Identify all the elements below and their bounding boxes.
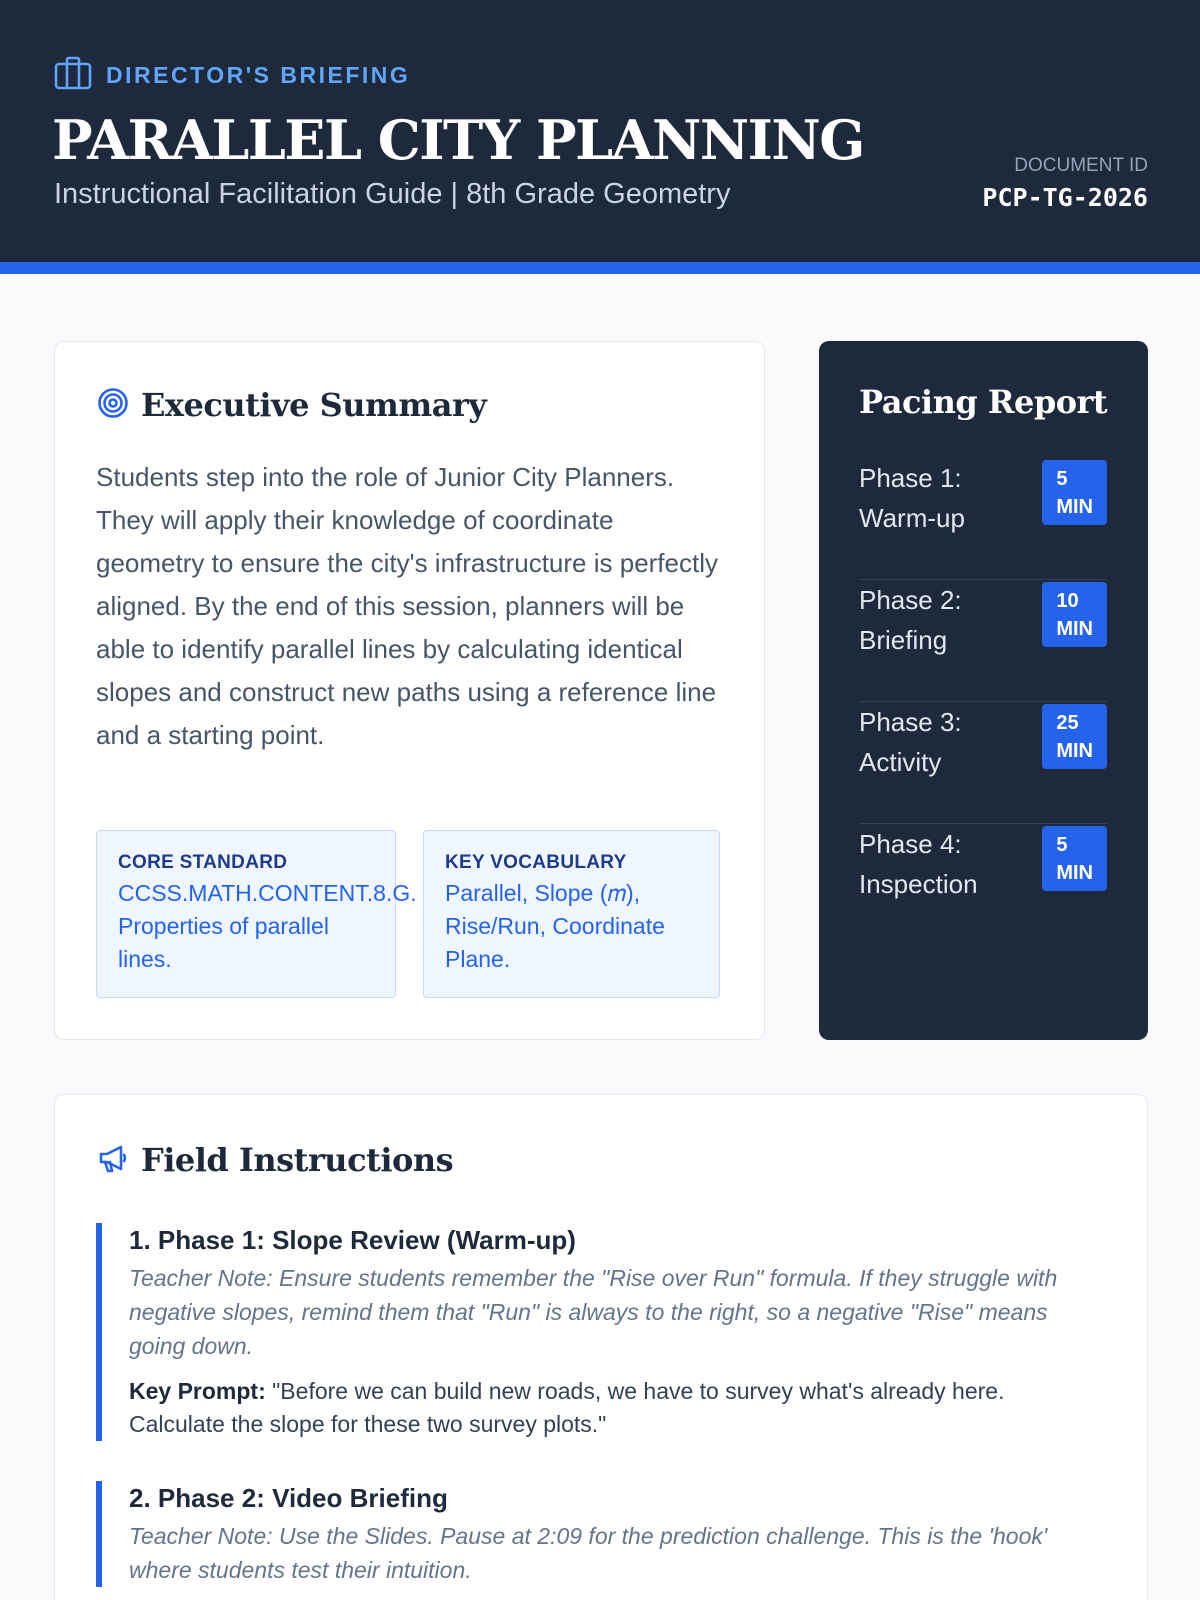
teacher-note: Teacher Note: Ensure students remember the "Rise over Run" formula. If they struggle with negative slopes, remind them that "Run" is always to the right, so a negative "Rise" means going down. <box>129 1265 1058 1359</box>
key-vocabulary-box <box>423 830 720 998</box>
key-prompt-text: "Before we can build new roads, we have to survey what's already here. Calculate the slope for these two survey plots." <box>129 1378 1005 1437</box>
phase-name: Phase 1: Warm-up <box>859 463 965 533</box>
key-vocabulary-value: Parallel, Slope (𝑚), Rise/Run, Coordinate Plane. <box>445 880 665 972</box>
eyebrow <box>54 56 410 95</box>
key-vocabulary-label: KEY VOCABULARY <box>445 852 627 873</box>
field-instructions-title: Field Instructions <box>141 1141 454 1179</box>
pacing-row <box>859 824 1107 946</box>
key-prompt <box>129 1375 1106 1441</box>
target-icon <box>97 387 129 424</box>
core-standard-box <box>96 830 417 998</box>
phase-name: Phase 3: Activity <box>859 707 962 777</box>
eyebrow-label: DIRECTOR'S BRIEFING <box>106 62 411 88</box>
document-id-value: PCP-TG-2026 <box>982 183 1148 212</box>
duration-badge: 25 MIN <box>1042 704 1107 769</box>
pacing-row <box>859 580 1107 702</box>
field-instructions-heading <box>97 1141 453 1179</box>
document-id-label: DOCUMENT ID <box>1014 155 1148 176</box>
field-instructions-card <box>54 1094 1148 1600</box>
duration-badge: 5 MIN <box>1042 460 1107 525</box>
megaphone-icon <box>97 1142 129 1179</box>
executive-summary-body: Students step into the role of Junior City Planners. They will apply their knowledge of coordinate geometry to ensure the city's infrastructure is perfectly aligned. By the end of this session, planners will be able to identify parallel lines by calculating identical slopes and construct new paths using a reference line and a starting point. <box>96 462 718 750</box>
teacher-note: Teacher Note: Use the Slides. Pause at 2:09 for the prediction challenge. This is the 'hook' where students test their intuition. <box>129 1523 1048 1583</box>
phase-name: Phase 2: Briefing <box>859 585 962 655</box>
pacing-report-panel <box>819 341 1148 1040</box>
phase-name: Phase 4: Inspection <box>859 829 978 899</box>
pacing-row <box>859 458 1107 580</box>
page-title: PARALLEL CITY PLANNING <box>52 108 864 172</box>
instruction-step <box>96 1223 1106 1441</box>
duration-badge: 5 MIN <box>1042 826 1107 891</box>
step-title: 1. Phase 1: Slope Review (Warm-up) <box>129 1225 576 1255</box>
duration-badge: 10 MIN <box>1042 582 1107 647</box>
core-standard-label: CORE STANDARD <box>118 852 288 873</box>
instruction-step <box>96 1481 1106 1587</box>
executive-summary-title: Executive Summary <box>141 386 487 424</box>
pacing-report-title: Pacing Report <box>859 383 1108 421</box>
document-header <box>0 0 1200 274</box>
page-subtitle: Instructional Facilitation Guide | 8th Grade Geometry <box>54 178 731 210</box>
pacing-row <box>859 702 1107 824</box>
executive-summary-heading <box>97 386 486 424</box>
briefcase-icon <box>54 56 92 95</box>
core-standard-value: CCSS.MATH.CONTENT.8.G. Properties of parallel lines. <box>118 880 417 972</box>
key-prompt-label: Key Prompt: <box>129 1378 266 1404</box>
step-title: 2. Phase 2: Video Briefing <box>129 1483 448 1513</box>
executive-summary-card <box>54 341 765 1040</box>
